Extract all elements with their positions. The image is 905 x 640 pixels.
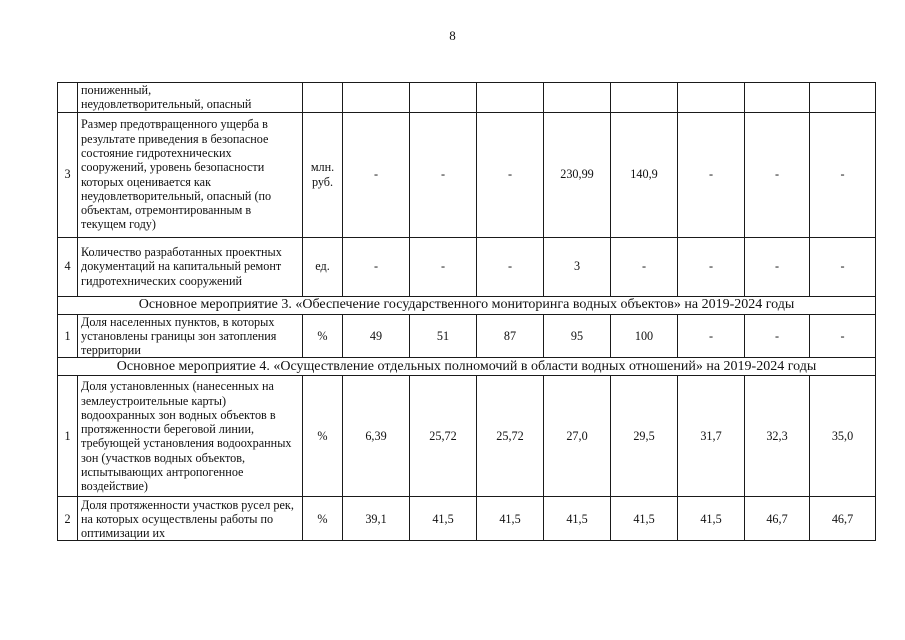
section-title: Основное мероприятие 4. «Осуществление отдельных полномочий в области водных отношений» на 2019-2024 годы: [58, 358, 876, 376]
value-cell: [810, 83, 876, 113]
value-cell: 31,7: [678, 376, 745, 497]
table-row: [58, 376, 876, 497]
unit-of-measure: ед.: [303, 237, 343, 296]
value-cell: -: [611, 237, 678, 296]
indicator-name: Доля установленных (нанесенных на землеустроительные карты) водоохранных зон водных объектов в протяженности береговой линии, требующей установления водоохранных зон (участков водных объектов, испытывающих антропогенное воздействие): [78, 376, 303, 497]
page-number: 8: [449, 28, 456, 43]
value-cell: [678, 83, 745, 113]
value-cell: 140,9: [611, 112, 678, 237]
value-cell: [745, 83, 810, 113]
value-cell: [544, 83, 611, 113]
value-cell: 41,5: [544, 497, 611, 541]
row-number: 2: [58, 497, 78, 541]
section-row: [58, 358, 876, 376]
value-cell: 39,1: [343, 497, 410, 541]
value-cell: 41,5: [477, 497, 544, 541]
value-cell: 41,5: [410, 497, 477, 541]
unit-of-measure: %: [303, 497, 343, 541]
value-cell: -: [477, 112, 544, 237]
value-cell: 41,5: [611, 497, 678, 541]
value-cell: 32,3: [745, 376, 810, 497]
value-cell: 230,99: [544, 112, 611, 237]
row-number: 4: [58, 237, 78, 296]
value-cell: 29,5: [611, 376, 678, 497]
row-number: 3: [58, 112, 78, 237]
value-cell: 100: [611, 314, 678, 358]
value-cell: 3: [544, 237, 611, 296]
value-cell: 6,39: [343, 376, 410, 497]
indicator-name: Доля протяженности участков русел рек, на которых осуществлены работы по оптимизации их: [78, 497, 303, 541]
row-number: [58, 83, 78, 113]
value-cell: 87: [477, 314, 544, 358]
row-number: 1: [58, 376, 78, 497]
value-cell: 46,7: [810, 497, 876, 541]
table-row: [58, 237, 876, 296]
unit-of-measure: %: [303, 314, 343, 358]
value-cell: [611, 83, 678, 113]
unit-of-measure: млн. руб.: [303, 112, 343, 237]
indicator-name: Размер предотвращенного ущерба в результате приведения в безопасное состояние гидротехнических сооружений, уровень безопасности которых оценивается как неудовлетворительный, опасный (по объектам, отремонтированным в текущем году): [78, 112, 303, 237]
indicator-name: пониженный, неудовлетворительный, опасный: [78, 83, 303, 113]
value-cell: -: [745, 314, 810, 358]
value-cell: 35,0: [810, 376, 876, 497]
section-title: Основное мероприятие 3. «Обеспечение государственного мониторинга водных объектов» на 2019-2024 годы: [58, 296, 876, 314]
table-row: [58, 314, 876, 358]
value-cell: -: [343, 112, 410, 237]
value-cell: 51: [410, 314, 477, 358]
value-cell: -: [477, 237, 544, 296]
value-cell: -: [678, 314, 745, 358]
table-row: [58, 112, 876, 237]
value-cell: 25,72: [410, 376, 477, 497]
table-row: [58, 497, 876, 541]
value-cell: 25,72: [477, 376, 544, 497]
value-cell: -: [410, 237, 477, 296]
value-cell: -: [810, 314, 876, 358]
value-cell: 49: [343, 314, 410, 358]
indicator-name: Количество разработанных проектных документаций на капитальный ремонт гидротехнических сооружений: [78, 237, 303, 296]
value-cell: 27,0: [544, 376, 611, 497]
value-cell: -: [745, 112, 810, 237]
value-cell: -: [745, 237, 810, 296]
value-cell: 46,7: [745, 497, 810, 541]
table-row: [58, 83, 876, 113]
section-row: [58, 296, 876, 314]
indicator-name: Доля населенных пунктов, в которых установлены границы зон затопления территории: [78, 314, 303, 358]
value-cell: -: [678, 112, 745, 237]
value-cell: -: [678, 237, 745, 296]
value-cell: -: [810, 112, 876, 237]
unit-of-measure: [303, 83, 343, 113]
value-cell: 41,5: [678, 497, 745, 541]
row-number: 1: [58, 314, 78, 358]
value-cell: -: [343, 237, 410, 296]
value-cell: 95: [544, 314, 611, 358]
indicators-table: [57, 82, 876, 541]
value-cell: [343, 83, 410, 113]
unit-of-measure: %: [303, 376, 343, 497]
value-cell: -: [810, 237, 876, 296]
value-cell: [477, 83, 544, 113]
value-cell: [410, 83, 477, 113]
value-cell: -: [410, 112, 477, 237]
